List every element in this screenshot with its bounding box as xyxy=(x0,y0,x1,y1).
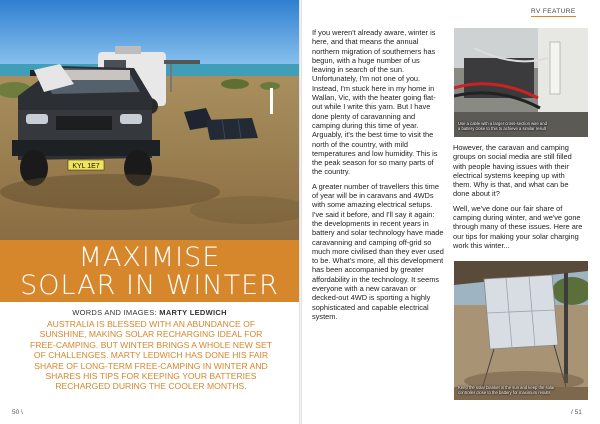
body-paragraph: Well, we've done our fair share of camping during winter, and we've gone through many of these issues. Here are our tips for making your solar charging work this winter... xyxy=(453,203,583,250)
article-title-line-1: MAXIMISE xyxy=(78,242,221,273)
page-number-left: 50 \ xyxy=(12,409,23,416)
intro-standfirst: AUSTRALIA IS BLESSED WITH AN ABUNDANCE OF SUNSHINE, MAKING SOLAR RECHARGING IDEAL FOR FREE-CAMPING. BUT WINTER BRINGS A WHOLE NEW SET OF CHALLENGES. MARTY LEDWICH HAS DONE HIS FAIR SHARE OF LONG-TERM FREE-CAMPING IN WINTER AND SHARES HIS TIPS FOR KEEPING YOUR BATTERIES RECHARGED DURING THE COOLER MONTHS. xyxy=(30,319,272,392)
page-number-right: / 51 xyxy=(571,409,582,416)
photo-caption-bottom: Keep the solar blanket in the sun and keep the solar controller close to the battery for maximum results xyxy=(458,385,555,395)
photo-solar-blanket xyxy=(454,261,588,400)
body-column-2 xyxy=(453,143,584,255)
spine-gutter xyxy=(299,0,302,424)
body-paragraph: However, the caravan and camping groups on social media are still filled with people having issues with their electrical systems keeping up with them. Why is that, and what can be done about it? xyxy=(453,143,572,199)
body-column-1 xyxy=(312,28,444,326)
section-tag: RV FEATURE xyxy=(531,8,576,15)
photo-caption-top: Use a cable with a larger cross-section wire and a battery close to this to achieve a similar result xyxy=(458,121,547,131)
byline-author: MARTY LEDWICH xyxy=(159,308,227,317)
article-title-line-2: SOLAR IN WINTER xyxy=(20,270,279,301)
body-paragraph: If you weren't already aware, winter is here, and that means the annual northern migration of southerners has begun, with a huge number of us leaving in search of the sun. Unfortunately, I'm not one of you. Instead, I'm stuck here in my home in Wallan, Vic, with the heater going flat-out while I write this yarn. But I have done plenty of caravanning and camping during this time of year. Arguably, it's the best time to visit the north of the country, with mild temperatures and low humidity. This is the peak season for so many parts of the country. xyxy=(312,28,438,177)
byline xyxy=(0,308,299,317)
hero-photo xyxy=(0,0,299,240)
body-paragraph: A greater number of travellers this time of year will be in caravans and 4WDs with some amazing electrical setups. I've said it before, and I'll say it again: the developments in recent years in battery and solar technology have made caravanning and camping off-grid so much more civilised than they ever used to be. What's more, all this development has been accompanied by greater affordability in the technology. It seems everyone with a new caravan or decked-out 4WD is sporting a highly sophisticated and capable electrical system. xyxy=(312,181,444,321)
plate-text: KYL 1E7 xyxy=(72,163,100,170)
byline-label: WORDS AND IMAGES: xyxy=(72,308,160,317)
